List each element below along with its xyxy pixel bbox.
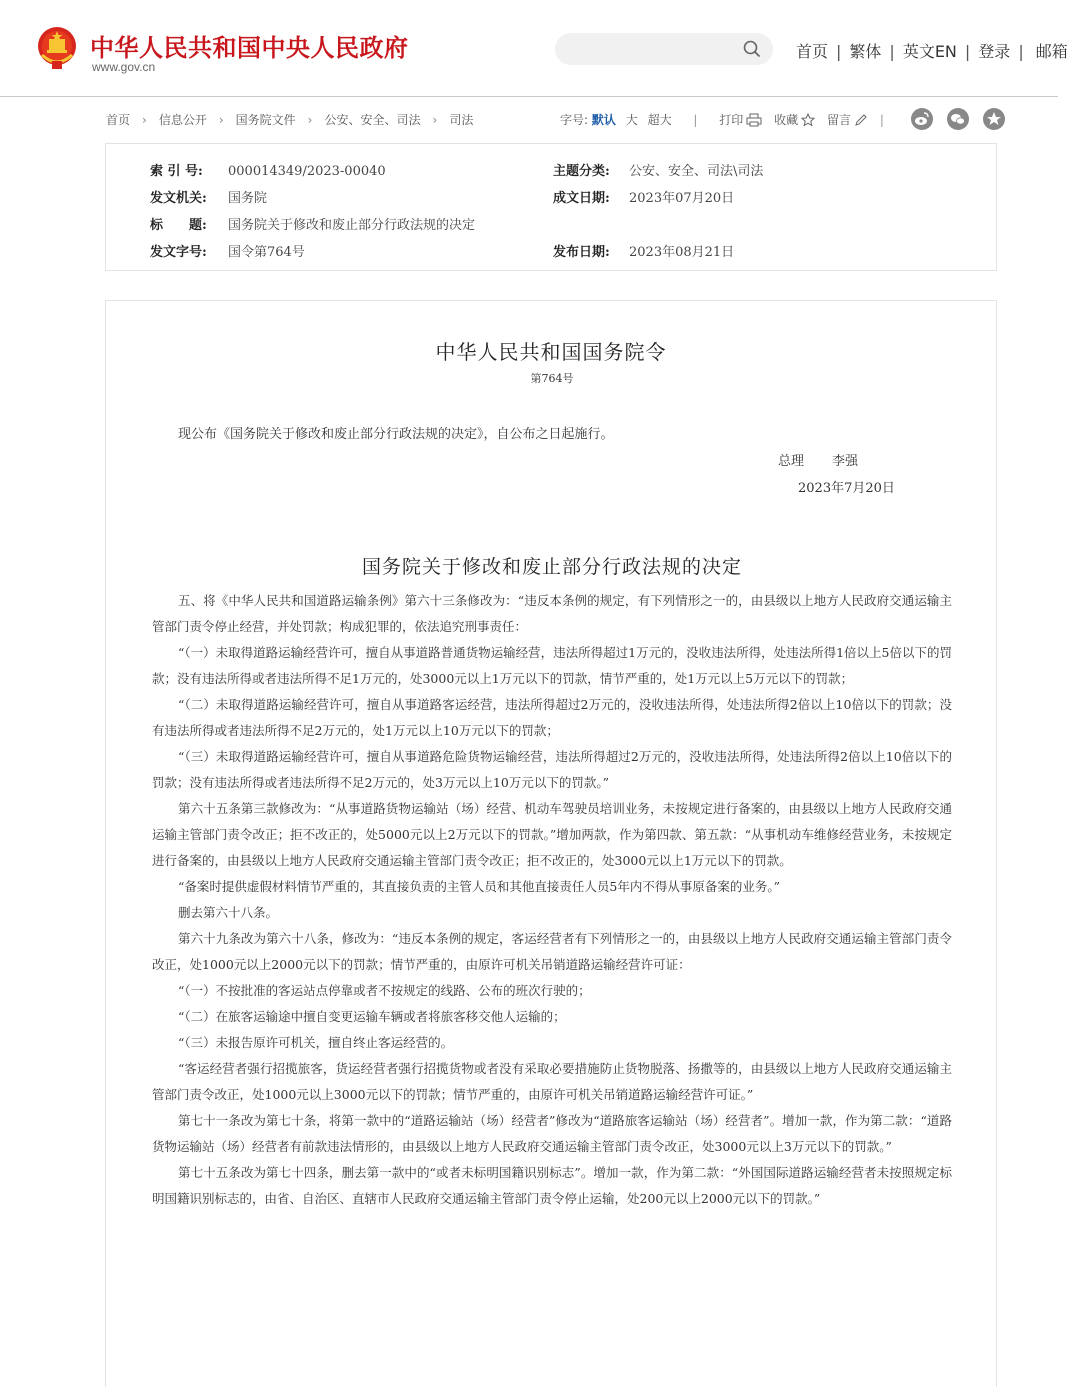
decision-text [152,588,952,1212]
breadcrumb-public-security[interactable]: 公安、安全、司法 [324,113,421,127]
page-tools [560,111,892,128]
search-icon[interactable] [743,40,761,58]
wechat-icon[interactable] [947,108,969,130]
paragraph: “（三）未报告原许可机关，擅自终止客运经营的。 [178,1035,454,1050]
meta-published-value: 2023年08月21日 [629,245,735,260]
breadcrumb-info-public[interactable]: 信息公开 [158,113,207,127]
chevron-right-icon: › [142,113,147,127]
meta-index-value: 000014349/2023-00040 [228,164,386,179]
signer [778,450,858,469]
paragraph: 第六十五条第三款修改为：“从事道路货物运输站（场）经营、机动车驾驶员培训业务，未按规定进行备案的，由县级以上地方人民政府交通运输主管部门责令改正；拒不改正的，处5000元以上2万元以下的罚款。”增加两款，作为第四款、第五款：“从事机动车维修经营业务，未按规定进行备案的，由县级以上地方人民政府交通运输主管部门责令改正；拒不改正的，处3000元以上1万元以下的罚款。 [152,801,952,868]
meta-topic [553,160,763,179]
order-title: 中华人民共和国国务院令 [435,340,667,364]
chevron-right-icon: › [432,113,438,127]
sign-date: 2023年7月20日 [798,481,895,496]
breadcrumb-state-council-docs[interactable]: 国务院文件 [235,113,296,127]
meta-published-date [553,241,734,260]
nav-separator: | [964,42,971,61]
header-divider [0,96,1058,97]
printer-icon [746,113,762,127]
signer-title: 总理 [778,454,805,469]
meta-index-label: 索 引 号: [150,164,203,179]
site-header [0,0,1080,96]
print-label: 打印 [719,113,744,127]
chevron-right-icon: › [307,113,313,127]
meta-index [150,160,386,179]
meta-issuer-label: 发文机关: [150,191,207,206]
paragraph: “（一）不按批准的客运站点停靠或者不按规定的线路、公布的班次行驶的； [178,983,591,998]
meta-written-date [553,187,734,206]
paragraph: 第六十九条改为第六十八条，修改为：“违反本条例的规定，客运经营者有下列情形之一的，由县级以上地方人民政府交通运输主管部门责令改正，处1000元以上2000元以下的罚款；情节严重的，由原许可机关吊销道路运输经营许可证： [152,931,952,972]
tools-separator: | [879,113,884,127]
paragraph: 第七十五条改为第七十四条，删去第一款中的“或者未标明国籍识别标志”。增加一款，作为第二款：“外国国际道路运输经营者未按照规定标明国籍识别标志的，由省、自治区、直辖市人民政府交通运输主管部门责令停止运输，处200元以上2000元以下的罚款。” [152,1165,952,1206]
meta-title-value: 国务院关于修改和废止部分行政法规的决定 [228,218,476,233]
meta-topic-label: 主题分类: [553,164,610,179]
paragraph: 第七十一条改为第七十条，将第一款中的“道路运输站（场）经营者”修改为“道路旅客运输站（场）经营者”。增加一款，作为第二款：“道路货物运输站（场）经营者有前款违法情形的，由县级以上地方人民政府交通运输主管部门责令改正，处3000元以上3万元以下的罚款。” [152,1113,952,1154]
favorites-share-icon[interactable] [983,108,1005,130]
site-url[interactable]: www.gov.cn [92,60,156,74]
favorite-label: 收藏 [774,113,799,127]
breadcrumb-justice[interactable]: 司法 [449,113,474,127]
national-emblem-icon[interactable] [36,25,78,71]
top-nav [796,39,1068,62]
nav-home[interactable]: 首页 [796,42,829,61]
promulgation-text: 现公布《国务院关于修改和废止部分行政法规的决定》，自公布之日起施行。 [178,427,614,442]
nav-traditional[interactable]: 繁体 [849,42,882,61]
share-bar [911,108,1014,130]
meta-title [150,214,475,233]
font-xlarge-button[interactable]: 超大 [647,113,672,127]
paragraph: 删去第六十八条。 [178,905,279,920]
site-title[interactable]: 中华人民共和国中央人民政府 [90,34,409,62]
comment-label: 留言 [826,113,851,127]
nav-mail[interactable]: 邮箱 [1035,42,1068,61]
breadcrumb-home[interactable]: 首页 [106,113,131,127]
meta-topic-value: 公安、安全、司法\司法 [629,164,764,179]
meta-published-label: 发布日期: [553,245,610,260]
order-number: 第764号 [530,372,574,385]
paragraph: 五、将《中华人民共和国道路运输条例》第六十三条修改为：“违反本条例的规定，有下列情形之一的，由县级以上地方人民政府交通运输主管部门责令停止经营，并处罚款；构成犯罪的，依法追究刑事责任： [152,593,952,634]
meta-written-value: 2023年07月20日 [629,191,735,206]
pencil-icon [854,113,868,127]
meta-docno-value: 国令第764号 [228,245,305,260]
nav-login[interactable]: 登录 [978,42,1011,61]
paragraph: “（二）未取得道路运输经营许可，擅自从事道路客运经营，违法所得超过2万元的，没收违法所得，处违法所得2倍以上10倍以下的罚款；没有违法所得或者违法所得不足2万元的，处1万元以上10万元以下的罚款； [152,697,952,738]
font-size-label: 字号: [560,113,589,127]
paragraph: “（二）在旅客运输途中擅自变更运输车辆或者将旅客移交他人运输的； [178,1009,566,1024]
nav-separator: | [1018,42,1024,61]
font-large-button[interactable]: 大 [625,113,638,127]
comment-button[interactable] [827,113,868,127]
signer-name: 李强 [832,454,859,469]
meta-issuer [150,187,267,206]
nav-separator: | [836,42,842,61]
paragraph: “客运经营者强行招揽旅客，货运经营者强行招揽货物或者没有采取必要措施防止货物脱落、扬撒等的，由县级以上地方人民政府交通运输主管部门责令改正，处1000元以上3000元以下的罚款；情节严重的，由原许可机关吊销道路运输经营许可证。” [152,1061,952,1102]
meta-doc-number [150,241,305,260]
nav-english[interactable]: 英文EN [902,42,957,61]
search-box[interactable] [555,33,773,65]
meta-title-label: 标 题: [150,218,207,233]
star-icon [801,113,815,127]
paragraph: “（一）未取得道路运输经营许可，擅自从事道路普通货物运输经营，违法所得超过1万元的，没收违法所得，处违法所得1倍以上5倍以下的罚款；没有违法所得或者违法所得不足1万元的，处3000元以上1万元以下的罚款，情节严重的，处1万元以上5万元以下的罚款； [152,645,953,686]
tools-separator: | [693,113,698,127]
nav-separator: | [889,42,895,61]
paragraph: “备案时提供虚假材料情节严重的，其直接负责的主管人员和其他直接责任人员5年内不得从事原备案的业务。” [178,879,780,894]
favorite-button[interactable] [774,113,815,127]
print-button[interactable] [719,113,762,127]
search-input[interactable] [569,33,743,65]
breadcrumb [106,111,473,128]
decision-title: 国务院关于修改和废止部分行政法规的决定 [361,556,742,578]
chevron-right-icon: › [218,113,224,127]
meta-issuer-value: 国务院 [228,191,268,206]
meta-written-label: 成文日期: [553,191,610,206]
meta-docno-label: 发文字号: [150,245,207,260]
weibo-icon[interactable] [911,108,933,130]
font-default-button[interactable]: 默认 [591,113,616,127]
paragraph: “（三）未取得道路运输经营许可，擅自从事道路危险货物运输经营，违法所得超过2万元的，没收违法所得，处违法所得2倍以上10倍以下的罚款；没有违法所得或者违法所得不足2万元的，处3万元以上10万元以下的罚款。” [152,749,952,790]
